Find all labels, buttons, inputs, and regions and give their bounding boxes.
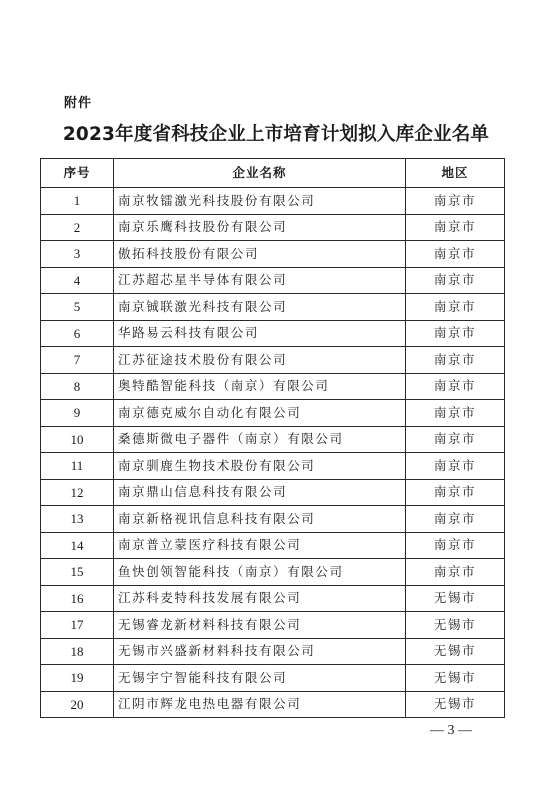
row-region: 南京市 [406,267,505,294]
table-row [41,320,505,347]
row-enterprise-name: 无锡宇宁智能科技有限公司 [114,665,406,692]
row-region: 南京市 [406,559,505,586]
row-serial-number: 7 [41,347,114,374]
row-region: 无锡市 [406,691,505,718]
row-serial-number: 11 [41,453,114,480]
table-row [41,585,505,612]
table-row [41,559,505,586]
row-region: 无锡市 [406,638,505,665]
row-region: 南京市 [406,532,505,559]
row-serial-number: 14 [41,532,114,559]
row-region: 南京市 [406,241,505,268]
row-enterprise-name: 江苏超芯星半导体有限公司 [114,267,406,294]
table-row [41,347,505,374]
row-enterprise-name: 南京驯鹿生物技术股份有限公司 [114,453,406,480]
row-serial-number: 6 [41,320,114,347]
row-serial-number: 16 [41,585,114,612]
table-row [41,453,505,480]
row-region: 南京市 [406,320,505,347]
row-region: 无锡市 [406,665,505,692]
row-enterprise-name: 华路易云科技有限公司 [114,320,406,347]
row-region: 南京市 [406,373,505,400]
row-region: 南京市 [406,506,505,533]
row-serial-number: 4 [41,267,114,294]
header-enterprise-name: 企业名称 [114,159,406,188]
table-row [41,241,505,268]
row-enterprise-name: 鱼快创领智能科技（南京）有限公司 [114,559,406,586]
row-region: 南京市 [406,294,505,321]
table-row [41,479,505,506]
row-enterprise-name: 南京牧镭激光科技股份有限公司 [114,188,406,215]
row-enterprise-name: 无锡市兴盛新材料科技有限公司 [114,638,406,665]
table-row [41,373,505,400]
table-body [41,188,505,718]
row-enterprise-name: 南京普立蒙医疗科技有限公司 [114,532,406,559]
table-row [41,426,505,453]
row-region: 无锡市 [406,585,505,612]
table-row [41,267,505,294]
enterprise-list-table [40,158,505,718]
row-serial-number: 3 [41,241,114,268]
row-serial-number: 8 [41,373,114,400]
row-serial-number: 13 [41,506,114,533]
row-enterprise-name: 傲拓科技股份有限公司 [114,241,406,268]
table-row [41,691,505,718]
row-enterprise-name: 桑德斯微电子器件（南京）有限公司 [114,426,406,453]
row-serial-number: 17 [41,612,114,639]
row-region: 南京市 [406,400,505,427]
table-row [41,612,505,639]
row-serial-number: 1 [41,188,114,215]
document-title: 2023年度省科技企业上市培育计划拟入库企业名单 [62,124,490,145]
row-enterprise-name: 奥特酷智能科技（南京）有限公司 [114,373,406,400]
header-region: 地区 [406,159,505,188]
row-enterprise-name: 南京乐鹰科技股份有限公司 [114,214,406,241]
attachment-label: 附件 [64,96,93,111]
page-number: — 3 — [430,723,472,738]
row-region: 南京市 [406,188,505,215]
row-serial-number: 2 [41,214,114,241]
table-row [41,294,505,321]
table-row [41,506,505,533]
row-serial-number: 15 [41,559,114,586]
row-region: 南京市 [406,214,505,241]
table-row [41,400,505,427]
row-serial-number: 9 [41,400,114,427]
row-serial-number: 20 [41,691,114,718]
table-row [41,665,505,692]
table-row [41,532,505,559]
row-serial-number: 5 [41,294,114,321]
table-row [41,638,505,665]
row-region: 南京市 [406,479,505,506]
row-enterprise-name: 江苏征途技术股份有限公司 [114,347,406,374]
row-enterprise-name: 江苏科麦特科技发展有限公司 [114,585,406,612]
row-enterprise-name: 南京鼎山信息科技有限公司 [114,479,406,506]
row-enterprise-name: 南京新格视讯信息科技有限公司 [114,506,406,533]
row-serial-number: 19 [41,665,114,692]
row-enterprise-name: 江阴市辉龙电热电器有限公司 [114,691,406,718]
row-enterprise-name: 南京铖联激光科技有限公司 [114,294,406,321]
row-enterprise-name: 南京德克威尔自动化有限公司 [114,400,406,427]
table-header-row [41,159,505,188]
row-region: 南京市 [406,453,505,480]
table-row [41,214,505,241]
row-serial-number: 18 [41,638,114,665]
row-region: 南京市 [406,347,505,374]
row-region: 无锡市 [406,612,505,639]
table-row [41,188,505,215]
row-region: 南京市 [406,426,505,453]
row-serial-number: 12 [41,479,114,506]
row-serial-number: 10 [41,426,114,453]
row-enterprise-name: 无锡睿龙新材料科技有限公司 [114,612,406,639]
header-serial-number: 序号 [41,159,114,188]
